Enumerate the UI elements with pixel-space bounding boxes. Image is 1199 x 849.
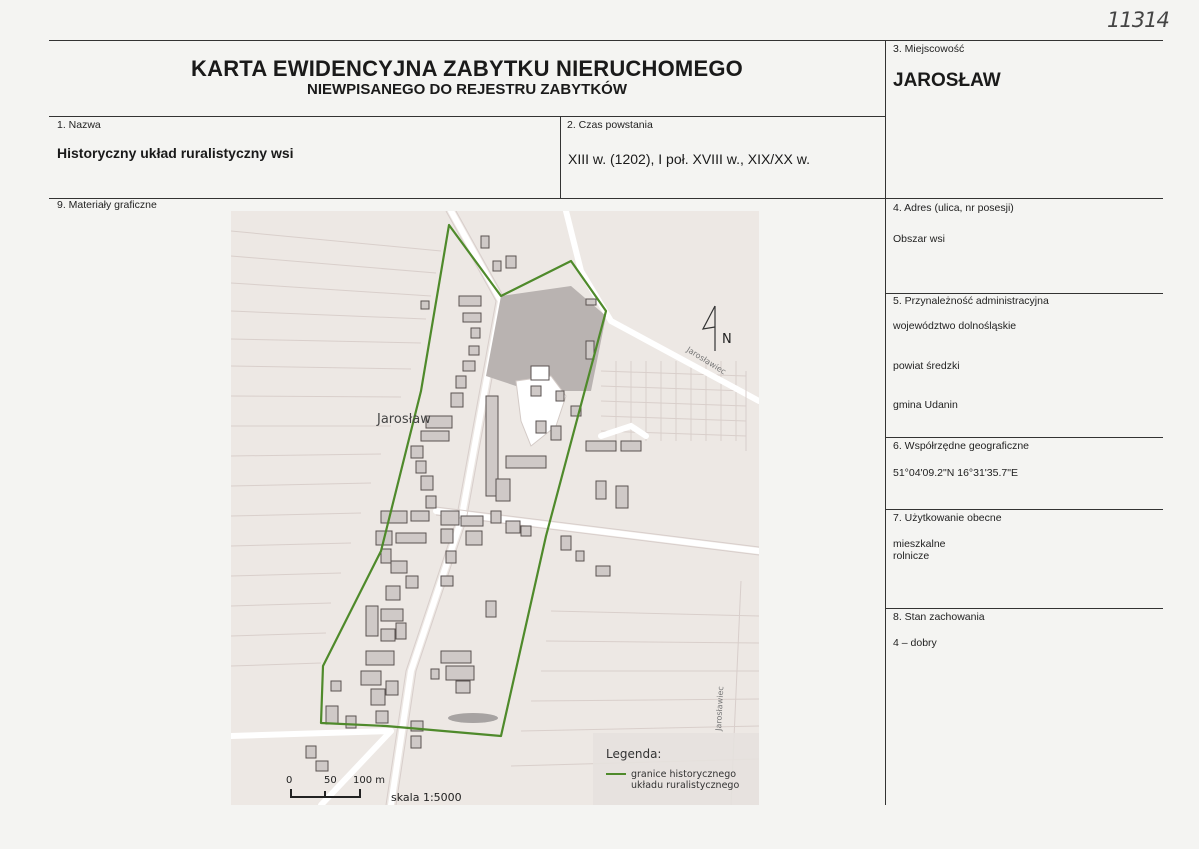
scale-text: skala 1:5000 — [391, 791, 462, 804]
scale-bar — [286, 775, 462, 804]
row5-top-border — [885, 293, 1163, 294]
row6-top-border — [885, 437, 1163, 438]
legend-line-1: granice historycznego — [631, 769, 737, 780]
przynaleznosc-label: 5. Przynależność administracyjna — [893, 295, 1049, 307]
row7-top-border — [885, 509, 1163, 510]
scale-tick-50: 50 — [324, 775, 337, 786]
wspolrzedne-label: 6. Współrzędne geograficzne — [893, 440, 1029, 452]
scale-tick-0: 0 — [286, 775, 293, 786]
village-map — [231, 211, 759, 805]
row1-bottom-border — [49, 198, 1163, 199]
road-label-southeast: Jarosławiec — [714, 685, 726, 732]
church-building — [531, 366, 549, 380]
card-subtitle: NIEWPISANEGO DO REJESTRU ZABYTKÓW — [306, 81, 628, 98]
materialy-label: 9. Materiały graficzne — [57, 199, 157, 211]
road-label-northeast: Jarosławiec — [684, 345, 728, 377]
header-bottom-border — [49, 116, 885, 117]
miejscowosc-label: 3. Miejscowość — [893, 43, 965, 55]
czas-label: 2. Czas powstania — [567, 119, 653, 131]
stan-label: 8. Stan zachowania — [893, 611, 985, 623]
row8-top-border — [885, 608, 1163, 609]
field-strips — [231, 231, 759, 766]
scale-tick-100: 100 m — [353, 775, 386, 786]
village-map-svg — [231, 211, 759, 805]
right-column-divider — [885, 40, 886, 805]
adres-value: Obszar wsi — [893, 233, 945, 245]
map-legend — [593, 733, 759, 805]
adres-label: 4. Adres (ulica, nr posesji) — [893, 202, 1014, 214]
archive-number: 11314 — [1107, 8, 1169, 32]
stan-value: 4 – dobry — [893, 637, 937, 649]
north-arrow-icon — [703, 306, 715, 351]
uzytkowanie-label: 7. Użytkowanie obecne — [893, 512, 1002, 524]
gmina-value: gmina Udanin — [893, 399, 958, 411]
north-label: N — [722, 332, 732, 347]
wojewodztwo-value: województwo dolnośląskie — [893, 320, 1017, 332]
wspolrzedne-value: 51°04'09.2"N 16°31'35.7"E — [893, 467, 1018, 479]
name-time-divider — [560, 116, 561, 198]
top-border — [49, 40, 1163, 41]
czas-value: XIII w. (1202), I poł. XVIII w., XIX/XX w. — [568, 151, 810, 167]
village-label: Jarosław — [377, 412, 431, 427]
card-title: KARTA EWIDENCYJNA ZABYTKU NIERUCHOMEGO — [191, 56, 743, 81]
nazwa-label: 1. Nazwa — [57, 119, 101, 131]
legend-line-2: układu ruralistycznego — [631, 780, 740, 791]
uzytkowanie-value-1: mieszkalne — [893, 538, 946, 550]
pond — [448, 713, 498, 723]
nazwa-value: Historyczny układ ruralistyczny wsi — [57, 145, 294, 161]
legend-title: Legenda: — [606, 747, 662, 761]
uzytkowanie-value-2: rolnicze — [893, 550, 930, 562]
miejscowosc-value: JAROSŁAW — [893, 70, 1001, 91]
powiat-value: powiat średzki — [893, 360, 960, 372]
